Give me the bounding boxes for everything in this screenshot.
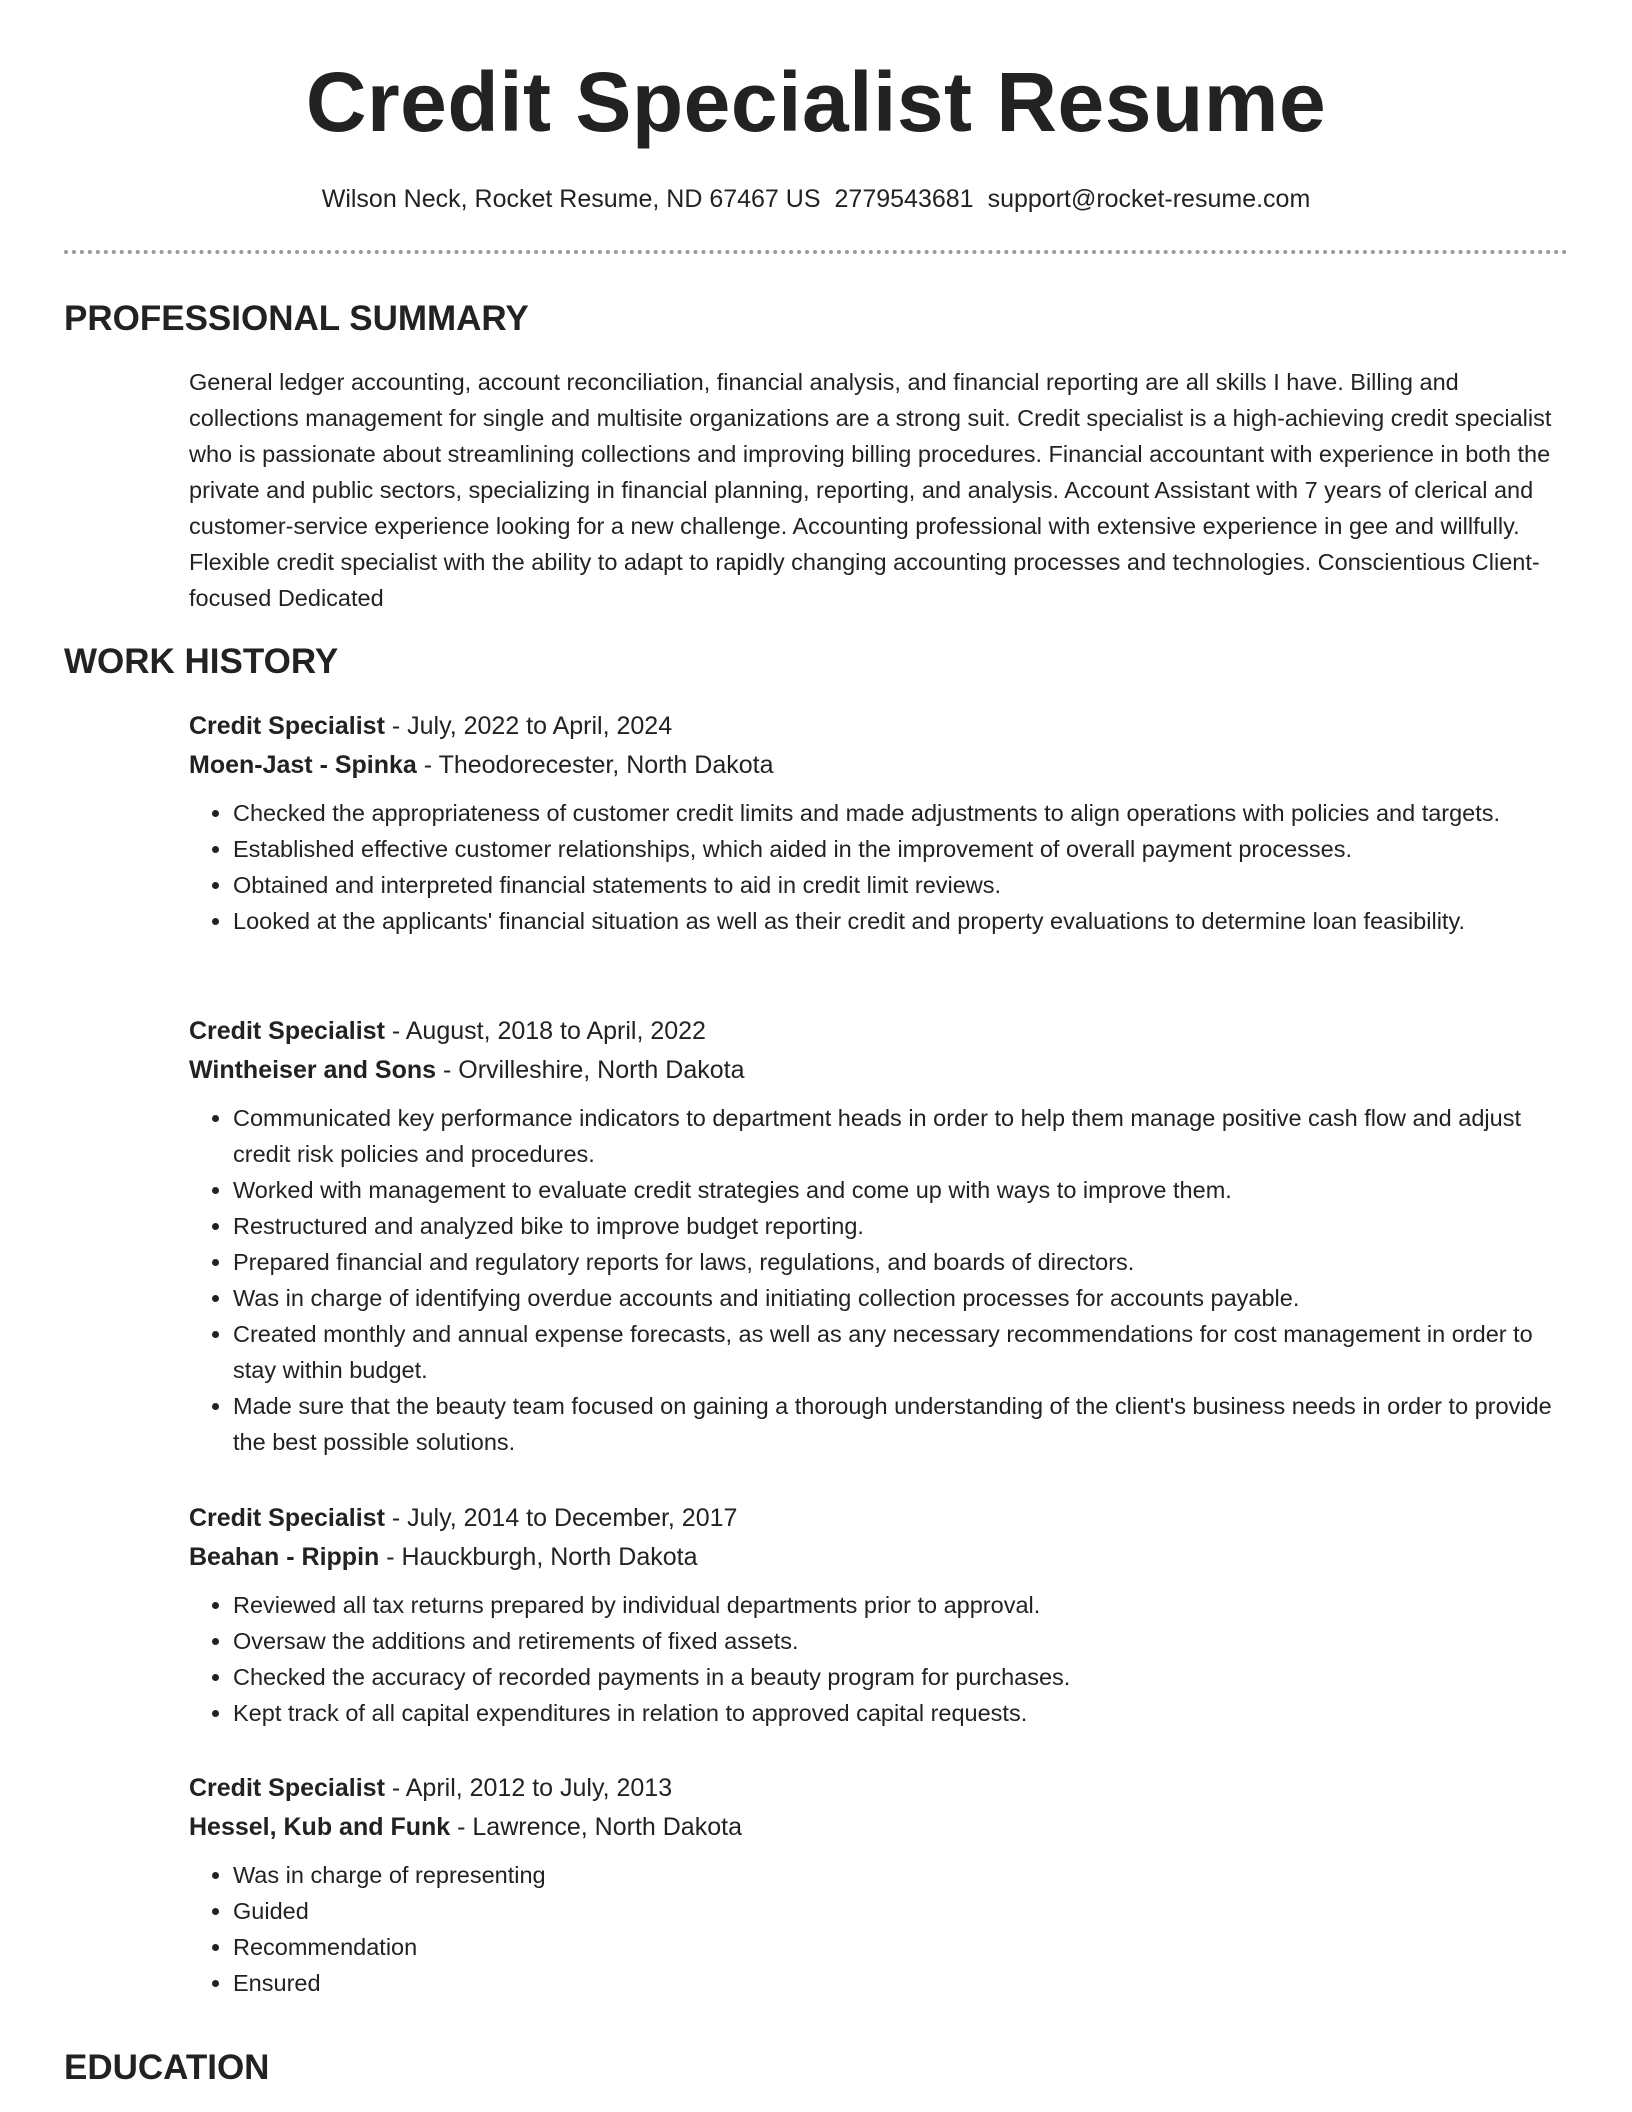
job-bullet: • Established effective customer relationships, which aided in the improvement of overall payment processes. [233, 831, 1579, 867]
job-company: Wintheiser and Sons [189, 1056, 437, 1084]
job-bullet: • Worked with management to evaluate credit strategies and come up with ways to improve them. [233, 1172, 1579, 1208]
job-bullet: • Reviewed all tax returns prepared by individual departments prior to approval. [233, 1587, 1579, 1623]
job-bullet: • Ensured [233, 1965, 1579, 2001]
job-location: - Orvilleshire, North Dakota [436, 1056, 745, 1084]
job-title-line [189, 1769, 1579, 1808]
job-bullet: • Checked the appropriateness of customer credit limits and made adjustments to align operations with policies and targets. [233, 795, 1579, 831]
job-title-line [189, 707, 1579, 746]
job-title: Credit Specialist [189, 712, 385, 740]
job-dates: - April, 2012 to July, 2013 [384, 1774, 673, 1802]
job-company-line [189, 1538, 1579, 1577]
contact-email: support@rocket-resume.com [987, 185, 1311, 213]
job-company-line [189, 746, 1579, 785]
work-history-heading: WORK HISTORY [64, 642, 339, 681]
job-bullets [189, 795, 1579, 939]
job-entry [189, 707, 1579, 939]
job-company: Moen-Jast - Spinka [189, 751, 417, 779]
job-bullet: • Looked at the applicants' financial situation as well as their credit and property evaluations to determine loan feasibility. [233, 903, 1579, 939]
job-title-line [189, 1499, 1579, 1538]
education-heading: EDUCATION [64, 2048, 270, 2087]
job-company: Beahan - Rippin [189, 1543, 380, 1571]
job-entry [189, 1499, 1579, 1731]
job-location: - Hauckburgh, North Dakota [379, 1543, 698, 1571]
job-bullets [189, 1100, 1579, 1460]
job-bullet: • Was in charge of identifying overdue accounts and initiating collection processes for accounts payable. [233, 1280, 1579, 1316]
job-location: - Theodorecester, North Dakota [416, 751, 774, 779]
job-bullet: • Kept track of all capital expenditures in relation to approved capital requests. [233, 1695, 1579, 1731]
job-company-line [189, 1051, 1579, 1090]
summary-text: General ledger accounting, account reconciliation, financial analysis, and financial reporting are all skills I have. Billing and collections management for single and multisite organizations are a strong suit. Credit specialist is a high-achieving credit specialist who is passionate about streamlining collections and improving billing procedures. Financial accountant with experience in both the private and public sectors, specializing in financial planning, reporting, and analysis. Account Assistant with 7 years of clerical and customer-service experience looking for a new challenge. Accounting professional with extensive experience in gee and willfully. Flexible credit specialist with the ability to adapt to rapidly changing accounting processes and technologies. Conscientious Client-focused Dedicated [189, 369, 1552, 611]
job-bullet: • Oversaw the additions and retirements of fixed assets. [233, 1623, 1579, 1659]
job-location: - Lawrence, North Dakota [450, 1813, 742, 1841]
job-bullets [189, 1587, 1579, 1731]
job-bullet: • Checked the accuracy of recorded payments in a beauty program for purchases. [233, 1659, 1579, 1695]
job-bullet: • Restructured and analyzed bike to improve budget reporting. [233, 1208, 1579, 1244]
resume-title: Credit Specialist Resume [305, 55, 1327, 149]
job-bullet: • Created monthly and annual expense forecasts, as well as any necessary recommendations for cost management in order to stay within budget. [233, 1316, 1579, 1388]
job-bullet: • Communicated key performance indicators to department heads in order to help them manage positive cash flow and adjust credit risk policies and procedures. [233, 1100, 1579, 1172]
job-title: Credit Specialist [189, 1774, 385, 1802]
contact-line [0, 182, 1632, 216]
job-bullet: • Guided [233, 1893, 1579, 1929]
job-title: Credit Specialist [189, 1504, 385, 1532]
job-dates: - August, 2018 to April, 2022 [384, 1017, 706, 1045]
job-company: Hessel, Kub and Funk [189, 1813, 451, 1841]
job-entry [189, 1012, 1579, 1460]
job-dates: - July, 2022 to April, 2024 [384, 712, 673, 740]
contact-phone: 2779543681 [834, 185, 974, 213]
job-bullet: • Prepared financial and regulatory reports for laws, regulations, and boards of directors. [233, 1244, 1579, 1280]
job-dates: - July, 2014 to December, 2017 [384, 1504, 738, 1532]
job-bullet: • Made sure that the beauty team focused on gaining a thorough understanding of the client's business needs in order to provide the best possible solutions. [233, 1388, 1579, 1460]
job-bullet: • Obtained and interpreted financial statements to aid in credit limit reviews. [233, 867, 1579, 903]
summary-heading: PROFESSIONAL SUMMARY [64, 299, 529, 338]
job-title: Credit Specialist [189, 1017, 385, 1045]
job-bullets [189, 1857, 1579, 2001]
contact-address: Wilson Neck, Rocket Resume, ND 67467 US [321, 185, 821, 213]
job-title-line [189, 1012, 1579, 1051]
job-company-line [189, 1808, 1579, 1847]
job-bullet: • Recommendation [233, 1929, 1579, 1965]
header-divider [64, 250, 1568, 254]
job-bullet: • Was in charge of representing [233, 1857, 1579, 1893]
job-entry [189, 1769, 1579, 2001]
